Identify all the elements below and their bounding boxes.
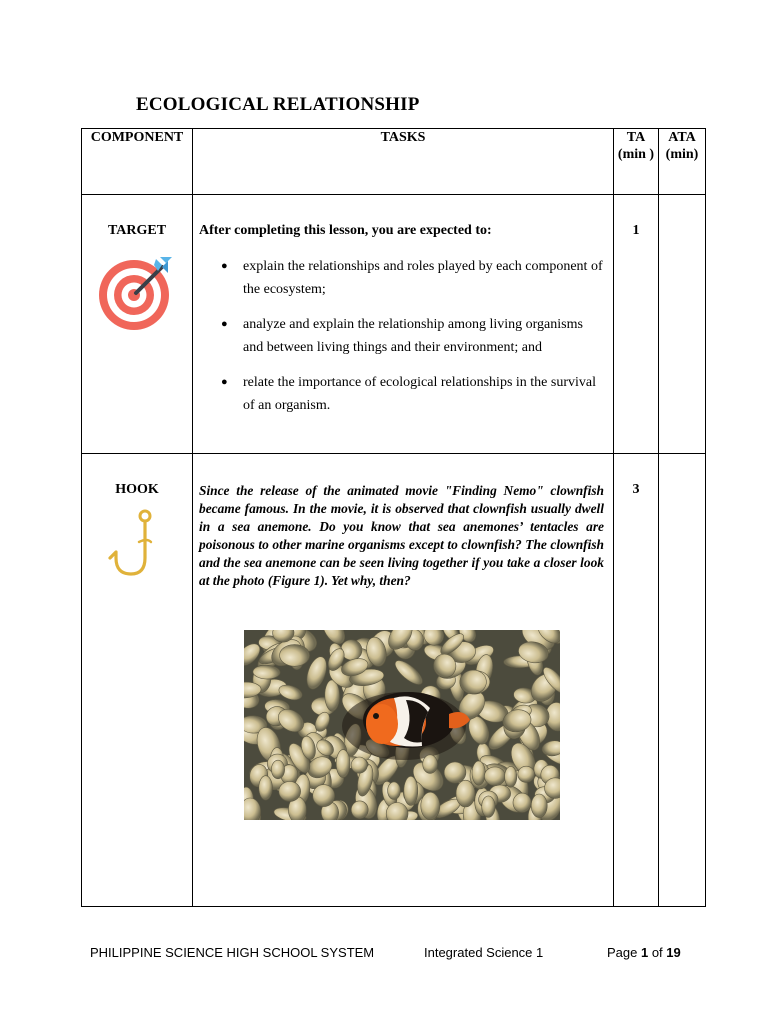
list-item: ● relate the importance of ecological relationships in the survival of an organism. — [221, 371, 603, 417]
footer-page-number: Page 1 of 19 — [607, 945, 681, 960]
ta-cell-target: 1 — [614, 195, 659, 454]
component-cell-hook — [82, 454, 193, 907]
component-label-target: TARGET — [107, 223, 167, 238]
fishing-hook-icon — [107, 508, 167, 580]
table-header-row — [82, 129, 706, 195]
list-item: ● analyze and explain the relationship among living organisms and between living things and their environment; and — [221, 313, 603, 359]
ata-cell-target — [659, 195, 706, 454]
bullet-icon: ● — [221, 376, 228, 388]
clownfish-in-sea-anemone-photo — [244, 630, 560, 820]
lesson-table — [81, 128, 706, 907]
header-ata: ATA (min) — [659, 129, 706, 195]
document-title: ECOLOGICAL RELATIONSHIP — [136, 94, 420, 115]
component-label-hook: HOOK — [115, 482, 159, 497]
ta-cell-hook: 3 — [614, 454, 659, 907]
objectives-intro: After completing this lesson, you are expected to: — [199, 223, 492, 238]
table-row — [82, 454, 706, 907]
list-item: ● explain the relationships and roles played by each component of the ecosystem; — [221, 255, 603, 301]
header-tasks: TASKS — [193, 129, 614, 195]
bullet-icon: ● — [221, 260, 228, 272]
header-ta: TA (min ) — [614, 129, 659, 195]
footer-subject: Integrated Science 1 — [424, 945, 544, 960]
component-cell-target — [82, 195, 193, 454]
tasks-cell-hook — [193, 454, 614, 907]
objectives-list — [193, 255, 613, 417]
target-icon — [98, 251, 176, 333]
ata-cell-hook — [659, 454, 706, 907]
bullet-icon: ● — [221, 318, 228, 330]
hook-paragraph: Since the release of the animated movie "Finding Nemo" clownfish became famous. In the movie, it is observed that clownfish usually dwell in a sea anemone. Do you know that sea anemones’ tentacles are poisonous to other marine organisms except to clownfish? The clownfish and the sea anemone can be seen living together if you take a closer look at the photo (Figure 1). Yet why, then? — [199, 483, 604, 588]
footer-school: PHILIPPINE SCIENCE HIGH SCHOOL SYSTEM — [90, 945, 375, 960]
header-component: COMPONENT — [82, 129, 193, 195]
tasks-cell-target — [193, 195, 614, 454]
table-row — [82, 195, 706, 454]
